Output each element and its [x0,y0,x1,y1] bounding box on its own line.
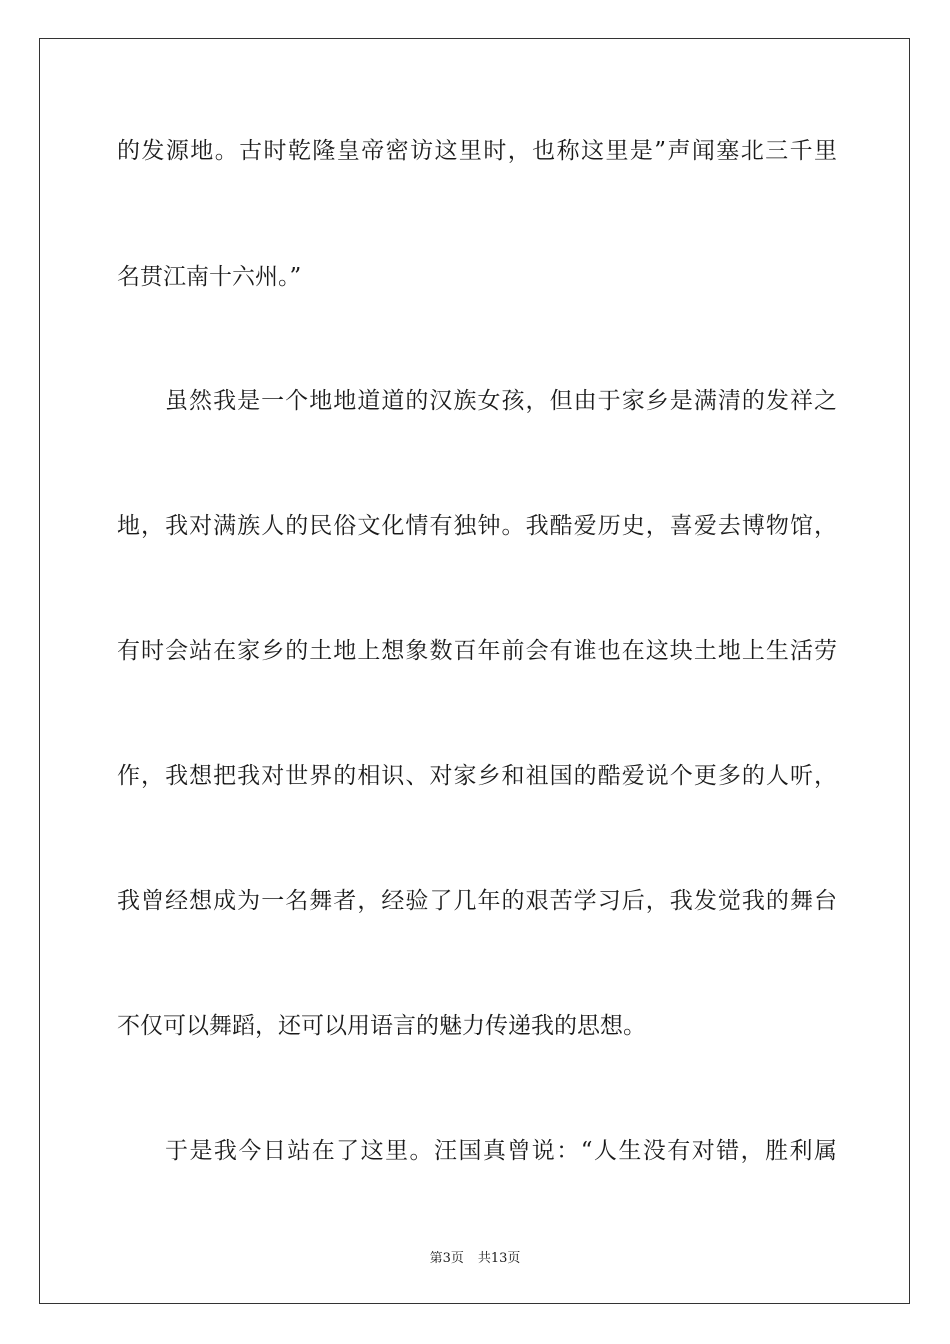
text-line-1: 的发源地。古时乾隆皇帝密访这里时，也称这里是”声闻塞北三千里 [117,138,837,164]
text-line-7: 我曾经想成为一名舞者，经验了几年的艰苦学习后，我发觉我的舞台 [117,888,837,914]
text-line-2: 名贯江南十六州。” [117,264,302,290]
page-number-current: 第3页 [429,1251,464,1266]
text-line-8: 不仅可以舞蹈，还可以用语言的魅力传递我的思想。 [117,1013,646,1039]
text-line-6: 作，我想把我对世界的相识、对家乡和祖国的酷爱说个更多的人听， [117,763,837,789]
page-border [39,38,910,1304]
page-footer [0,1247,950,1266]
text-line-3: 虽然我是一个地地道道的汉族女孩，但由于家乡是满清的发祥之 [165,388,837,414]
page-number-total: 共13页 [477,1251,521,1266]
text-line-5: 有时会站在家乡的土地上想象数百年前会有谁也在这块土地上生活劳 [117,638,837,664]
text-line-9: 于是我今日站在了这里。汪国真曾说：“人生没有对错，胜利属 [165,1138,837,1164]
text-line-4: 地，我对满族人的民俗文化情有独钟。我酷爱历史，喜爱去博物馆， [117,513,837,539]
